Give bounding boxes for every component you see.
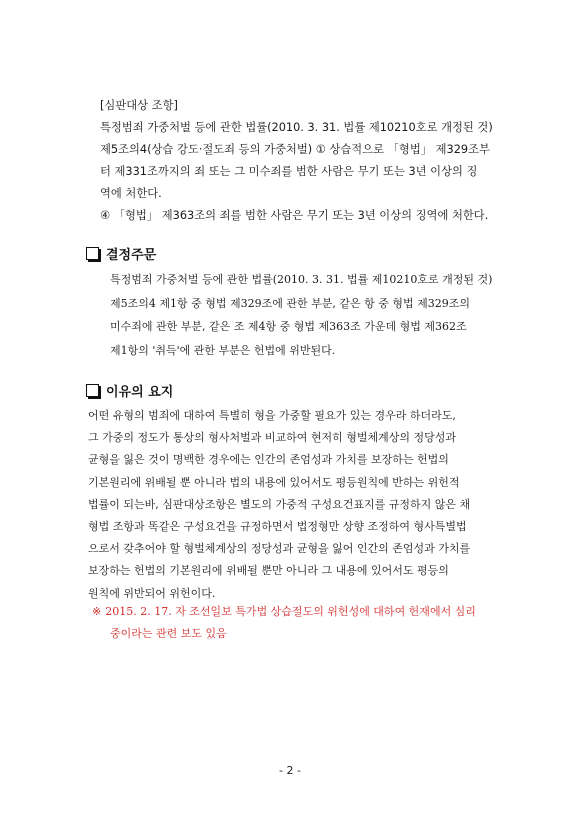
note-text: 중이라는 관련 보도 있음 [110,627,227,640]
subject-label: [심판대상 조항] [100,99,178,112]
reason-text [88,405,502,605]
subject-line: 특정범죄 가중처벌 등에 관한 법률(2010. 3. 31. 법률 제10210호로 개정된 것) [100,121,493,134]
page-number: - 2 - [279,764,301,777]
note-line [92,623,502,645]
decision-line: 미수죄에 관한 부분, 같은 조 제4항 중 형법 제363조 가운데 형법 제362조 [110,320,467,333]
subject-line: 터 제331조까지의 죄 또는 그 미수죄를 범한 사람은 무기 또는 3년 이상의 징 [100,165,478,178]
reason-line: 어떤 유형의 범죄에 대하여 특별히 형을 가중할 필요가 있는 경우라 하더라도, [88,409,456,422]
decision-heading [86,244,156,263]
decision-title: 결정주문 [106,248,157,263]
reason-line: 으로서 갖추어야 할 형벌체계상의 정당성과 균형을 잃어 인간의 존엄성과 가치를 [88,542,471,556]
reference-mark-icon: ※ [92,605,102,618]
reason-line: 보장하는 헌법의 기본원리에 위배될 뿐만 아니라 그 내용에 있어서도 평등의 [88,564,449,578]
reason-line: 원칙에 위반되어 위헌이다. [88,586,216,600]
checkbox-square-icon [86,247,99,260]
checkbox-square-icon [86,384,99,397]
reason-line: 형법 조항과 똑같은 구성요건을 규정하면서 법정형만 상향 조정하여 형사특별법 [88,520,467,534]
decision-line: 제5조의4 제1항 중 형법 제329조에 관한 부분, 같은 항 중 형법 제329조의 [110,296,470,310]
reason-line: 균형을 잃은 것이 명백한 경우에는 인간의 존엄성과 가치를 보장하는 헌법의 [88,453,449,467]
reason-line: 기본원리에 위배될 뿐 아니라 법의 내용에 있어서도 평등원칙에 반하는 위헌적 [88,475,460,489]
decision-text [110,268,505,362]
subject-line: 제5조의4(상습 강도·절도죄 등의 가중처벌) ① 상습적으로 「형법」 제329조부 [100,143,490,156]
decision-line: 특정범죄 가중처벌 등에 관한 법률(2010. 3. 31. 법률 제10210호로 개정된 것) [110,273,493,286]
subject-line: ④ 「형법」 제363조의 죄를 범한 사람은 무기 또는 3년 이상의 징역에 처한다. [100,209,489,222]
reason-line: 법률이 되는바, 심판대상조항은 별도의 가중적 구성요건표지를 규정하지 않은 채 [88,497,471,511]
reason-line: 그 가중의 정도가 통상의 형사처벌과 비교하여 현저히 형벌체계상의 정당성과 [88,431,457,445]
reason-heading [86,381,173,400]
note-line [92,601,502,623]
note-text: 2015. 2. 17. 자 조선일보 특가법 상습절도의 위헌성에 대하여 헌재에서 심리 [105,605,476,618]
subject-line: 역에 처한다. [100,187,162,200]
news-note [92,601,502,645]
reason-title: 이유의 요지 [106,385,174,400]
decision-line: 제1항의 '취득'에 관한 부분은 헌법에 위반된다. [110,343,336,357]
subject-provisions [100,95,495,227]
